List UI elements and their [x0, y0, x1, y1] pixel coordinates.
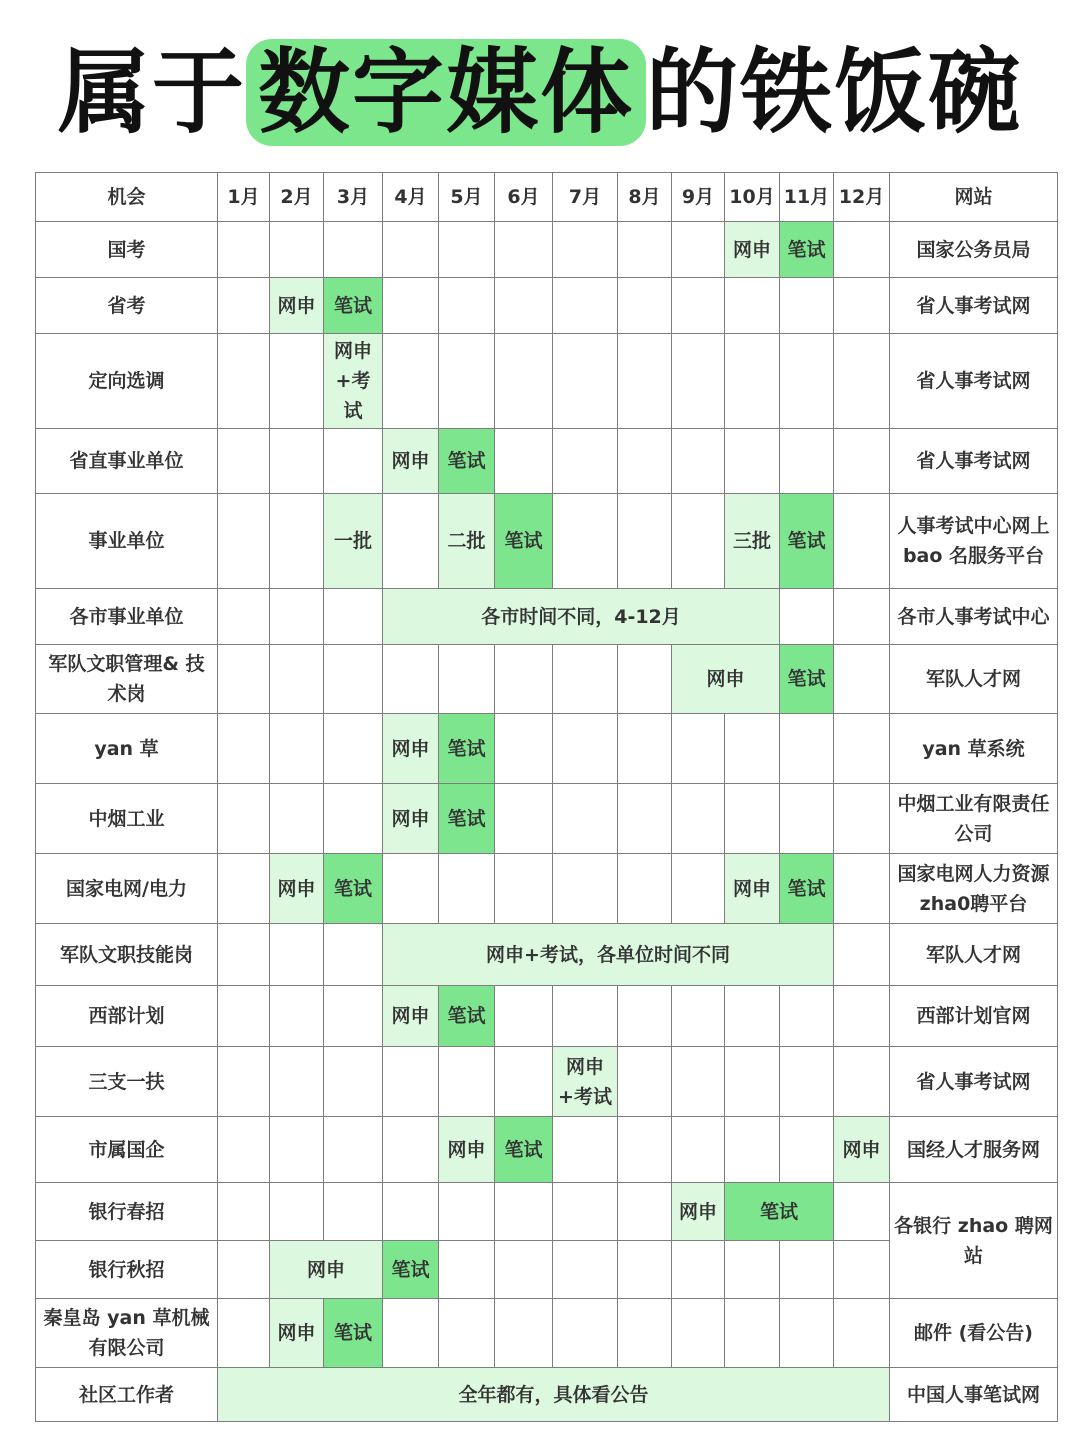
empty-cell	[780, 714, 834, 784]
empty-cell	[324, 429, 383, 494]
empty-cell	[383, 1047, 439, 1117]
application-cell: 网申	[725, 854, 780, 924]
empty-cell	[725, 334, 780, 429]
empty-cell	[218, 494, 270, 589]
month-header: 7月	[553, 173, 618, 222]
empty-cell	[834, 1183, 890, 1241]
row-site: yan 草系统	[890, 714, 1058, 784]
empty-cell	[834, 986, 890, 1047]
empty-cell	[495, 645, 553, 714]
table-row	[36, 589, 1058, 645]
month-header: 12月	[834, 173, 890, 222]
empty-cell	[618, 714, 672, 784]
exam-cell: 笔试	[780, 854, 834, 924]
exam-cell: 笔试	[439, 714, 495, 784]
empty-cell	[383, 494, 439, 589]
empty-cell	[618, 986, 672, 1047]
table-row	[36, 278, 1058, 334]
row-name: 军队文职技能岗	[36, 924, 218, 986]
month-header: 6月	[495, 173, 553, 222]
empty-cell	[618, 1299, 672, 1368]
empty-cell	[383, 1117, 439, 1183]
empty-cell	[218, 986, 270, 1047]
empty-cell	[834, 854, 890, 924]
empty-cell	[672, 714, 725, 784]
row-site: 人事考试中心网上bao 名服务平台	[890, 494, 1058, 589]
row-site: 邮件 (看公告)	[890, 1299, 1058, 1368]
empty-cell	[270, 429, 324, 494]
empty-cell	[218, 278, 270, 334]
empty-cell	[218, 714, 270, 784]
empty-cell	[553, 1241, 618, 1299]
empty-cell	[725, 784, 780, 854]
table-row	[36, 1047, 1058, 1117]
empty-cell	[218, 1183, 270, 1241]
empty-cell	[553, 429, 618, 494]
application-cell: 网申	[672, 1183, 725, 1241]
empty-cell	[725, 714, 780, 784]
exam-cell: 笔试	[439, 784, 495, 854]
row-site: 西部计划官网	[890, 986, 1058, 1047]
empty-cell	[672, 854, 725, 924]
table-row	[36, 1368, 1058, 1422]
empty-cell	[270, 645, 324, 714]
application-cell: 网申	[672, 645, 780, 714]
empty-cell	[834, 645, 890, 714]
table-row	[36, 784, 1058, 854]
empty-cell	[672, 222, 725, 278]
application-cell: 网申	[834, 1117, 890, 1183]
empty-cell	[834, 278, 890, 334]
empty-cell	[270, 986, 324, 1047]
empty-cell	[270, 1047, 324, 1117]
empty-cell	[618, 854, 672, 924]
empty-cell	[439, 1183, 495, 1241]
empty-cell	[553, 1183, 618, 1241]
title-suffix: 的铁饭碗	[646, 39, 1023, 146]
table-row	[36, 494, 1058, 589]
empty-cell	[780, 784, 834, 854]
empty-cell	[218, 429, 270, 494]
application-cell: 网申	[270, 278, 324, 334]
empty-cell	[553, 222, 618, 278]
empty-cell	[553, 645, 618, 714]
schedule-table	[35, 172, 1058, 1422]
empty-cell	[618, 1241, 672, 1299]
row-site: 各银行 zhao 聘网站	[890, 1183, 1058, 1299]
empty-cell	[834, 1047, 890, 1117]
application-cell: 网申	[383, 986, 439, 1047]
header-cell: 机会	[36, 173, 218, 222]
empty-cell	[218, 854, 270, 924]
period-span-cell: 网申+考试，各单位时间不同	[383, 924, 834, 986]
table-row	[36, 1299, 1058, 1368]
empty-cell	[725, 1047, 780, 1117]
empty-cell	[618, 1117, 672, 1183]
empty-cell	[672, 1299, 725, 1368]
empty-cell	[218, 1299, 270, 1368]
empty-cell	[553, 854, 618, 924]
row-site: 中烟工业有限责任公司	[890, 784, 1058, 854]
row-site: 省人事考试网	[890, 429, 1058, 494]
empty-cell	[324, 784, 383, 854]
month-header: 10月	[725, 173, 780, 222]
empty-cell	[834, 222, 890, 278]
empty-cell	[383, 645, 439, 714]
empty-cell	[618, 429, 672, 494]
empty-cell	[270, 494, 324, 589]
application-cell: 三批	[725, 494, 780, 589]
title-highlight: 数字媒体	[246, 39, 646, 146]
empty-cell	[218, 645, 270, 714]
empty-cell	[324, 589, 383, 645]
empty-cell	[618, 784, 672, 854]
application-cell: 网申	[383, 714, 439, 784]
empty-cell	[439, 645, 495, 714]
exam-cell: 笔试	[324, 278, 383, 334]
empty-cell	[495, 222, 553, 278]
empty-cell	[672, 278, 725, 334]
empty-cell	[553, 986, 618, 1047]
application-cell: 网申 +考试	[324, 334, 383, 429]
empty-cell	[553, 494, 618, 589]
row-site: 军队人才网	[890, 645, 1058, 714]
row-name: 中烟工业	[36, 784, 218, 854]
application-cell: 网申 +考试	[553, 1047, 618, 1117]
table-row	[36, 986, 1058, 1047]
row-site: 国家电网人力资源zha0聘平台	[890, 854, 1058, 924]
empty-cell	[218, 924, 270, 986]
empty-cell	[218, 1047, 270, 1117]
empty-cell	[324, 1117, 383, 1183]
empty-cell	[672, 494, 725, 589]
exam-cell: 笔试	[780, 645, 834, 714]
empty-cell	[495, 784, 553, 854]
empty-cell	[834, 714, 890, 784]
empty-cell	[618, 1183, 672, 1241]
application-cell: 网申	[270, 1241, 383, 1299]
empty-cell	[780, 1299, 834, 1368]
month-header: 2月	[270, 173, 324, 222]
empty-cell	[439, 1047, 495, 1117]
empty-cell	[834, 1299, 890, 1368]
row-name: 市属国企	[36, 1117, 218, 1183]
empty-cell	[439, 1241, 495, 1299]
empty-cell	[725, 1241, 780, 1299]
page-title	[0, 28, 1080, 158]
month-header: 4月	[383, 173, 439, 222]
empty-cell	[553, 714, 618, 784]
row-name: 银行秋招	[36, 1241, 218, 1299]
row-site: 军队人才网	[890, 924, 1058, 986]
row-name: 省考	[36, 278, 218, 334]
empty-cell	[270, 222, 324, 278]
empty-cell	[553, 1299, 618, 1368]
table-row	[36, 645, 1058, 714]
empty-cell	[780, 589, 834, 645]
empty-cell	[495, 1047, 553, 1117]
empty-cell	[383, 334, 439, 429]
exam-cell: 笔试	[780, 222, 834, 278]
empty-cell	[834, 1241, 890, 1299]
empty-cell	[780, 429, 834, 494]
empty-cell	[270, 1117, 324, 1183]
exam-cell: 笔试	[439, 429, 495, 494]
empty-cell	[725, 1117, 780, 1183]
row-name: 三支一扶	[36, 1047, 218, 1117]
month-header: 1月	[218, 173, 270, 222]
month-header: 3月	[324, 173, 383, 222]
exam-cell: 笔试	[383, 1241, 439, 1299]
empty-cell	[495, 986, 553, 1047]
empty-cell	[495, 334, 553, 429]
empty-cell	[324, 222, 383, 278]
table-row	[36, 854, 1058, 924]
empty-cell	[324, 714, 383, 784]
empty-cell	[725, 278, 780, 334]
empty-cell	[324, 1183, 383, 1241]
empty-cell	[834, 924, 890, 986]
month-header: 8月	[618, 173, 672, 222]
empty-cell	[383, 854, 439, 924]
empty-cell	[218, 334, 270, 429]
row-name: 各市事业单位	[36, 589, 218, 645]
empty-cell	[270, 334, 324, 429]
empty-cell	[324, 1047, 383, 1117]
application-cell: 网申	[383, 429, 439, 494]
empty-cell	[834, 494, 890, 589]
empty-cell	[780, 334, 834, 429]
empty-cell	[672, 429, 725, 494]
empty-cell	[672, 1047, 725, 1117]
month-header: 5月	[439, 173, 495, 222]
exam-cell: 笔试	[324, 854, 383, 924]
exam-cell: 笔试	[495, 494, 553, 589]
exam-cell: 笔试	[780, 494, 834, 589]
empty-cell	[553, 278, 618, 334]
empty-cell	[218, 784, 270, 854]
empty-cell	[270, 1183, 324, 1241]
empty-cell	[324, 645, 383, 714]
empty-cell	[324, 924, 383, 986]
empty-cell	[383, 1183, 439, 1241]
empty-cell	[780, 1117, 834, 1183]
application-cell: 二批	[439, 494, 495, 589]
empty-cell	[495, 1183, 553, 1241]
application-cell: 网申	[725, 222, 780, 278]
empty-cell	[780, 1047, 834, 1117]
empty-cell	[834, 784, 890, 854]
row-name: 国考	[36, 222, 218, 278]
row-name: yan 草	[36, 714, 218, 784]
empty-cell	[672, 986, 725, 1047]
empty-cell	[495, 854, 553, 924]
empty-cell	[672, 1241, 725, 1299]
empty-cell	[618, 334, 672, 429]
empty-cell	[383, 278, 439, 334]
row-name: 定向选调	[36, 334, 218, 429]
empty-cell	[672, 784, 725, 854]
empty-cell	[218, 589, 270, 645]
header-row	[36, 173, 1058, 222]
row-site: 国家公务员局	[890, 222, 1058, 278]
row-site: 省人事考试网	[890, 1047, 1058, 1117]
exam-cell: 笔试	[439, 986, 495, 1047]
row-site: 各市人事考试中心	[890, 589, 1058, 645]
table-row	[36, 222, 1058, 278]
table-row	[36, 1117, 1058, 1183]
exam-cell: 笔试	[324, 1299, 383, 1368]
row-name: 省直事业单位	[36, 429, 218, 494]
row-name: 西部计划	[36, 986, 218, 1047]
empty-cell	[780, 278, 834, 334]
table-row	[36, 334, 1058, 429]
empty-cell	[439, 854, 495, 924]
empty-cell	[725, 986, 780, 1047]
empty-cell	[324, 986, 383, 1047]
empty-cell	[780, 1241, 834, 1299]
exam-cell: 笔试	[495, 1117, 553, 1183]
table-row	[36, 924, 1058, 986]
empty-cell	[618, 222, 672, 278]
empty-cell	[618, 1047, 672, 1117]
empty-cell	[834, 334, 890, 429]
row-name: 军队文职管理& 技术岗	[36, 645, 218, 714]
empty-cell	[270, 589, 324, 645]
empty-cell	[439, 1299, 495, 1368]
empty-cell	[495, 429, 553, 494]
table-row	[36, 429, 1058, 494]
empty-cell	[618, 494, 672, 589]
application-cell: 网申	[270, 854, 324, 924]
month-header: 9月	[672, 173, 725, 222]
empty-cell	[439, 222, 495, 278]
row-site: 中国人事笔试网	[890, 1368, 1058, 1422]
header-cell: 网站	[890, 173, 1058, 222]
row-site: 国经人才服务网	[890, 1117, 1058, 1183]
empty-cell	[780, 986, 834, 1047]
table-row	[36, 1183, 1058, 1241]
empty-cell	[834, 429, 890, 494]
empty-cell	[439, 278, 495, 334]
empty-cell	[218, 222, 270, 278]
empty-cell	[553, 1117, 618, 1183]
empty-cell	[383, 222, 439, 278]
application-cell: 网申	[383, 784, 439, 854]
period-span-cell: 各市时间不同，4-12月	[383, 589, 780, 645]
empty-cell	[270, 784, 324, 854]
exam-cell: 笔试	[725, 1183, 834, 1241]
empty-cell	[495, 278, 553, 334]
empty-cell	[553, 334, 618, 429]
empty-cell	[495, 714, 553, 784]
empty-cell	[495, 1241, 553, 1299]
row-name: 银行春招	[36, 1183, 218, 1241]
application-cell: 网申	[270, 1299, 324, 1368]
row-name: 社区工作者	[36, 1368, 218, 1422]
application-cell: 网申	[439, 1117, 495, 1183]
row-name: 事业单位	[36, 494, 218, 589]
empty-cell	[834, 589, 890, 645]
empty-cell	[672, 334, 725, 429]
table-row	[36, 714, 1058, 784]
empty-cell	[439, 334, 495, 429]
empty-cell	[270, 924, 324, 986]
empty-cell	[618, 278, 672, 334]
empty-cell	[218, 1117, 270, 1183]
row-name: 国家电网/电力	[36, 854, 218, 924]
empty-cell	[725, 1299, 780, 1368]
row-site: 省人事考试网	[890, 334, 1058, 429]
empty-cell	[672, 1117, 725, 1183]
empty-cell	[218, 1241, 270, 1299]
empty-cell	[725, 429, 780, 494]
month-header: 11月	[780, 173, 834, 222]
period-span-cell: 全年都有，具体看公告	[218, 1368, 890, 1422]
empty-cell	[618, 645, 672, 714]
row-site: 省人事考试网	[890, 278, 1058, 334]
empty-cell	[495, 1299, 553, 1368]
empty-cell	[383, 1299, 439, 1368]
empty-cell	[553, 784, 618, 854]
empty-cell	[270, 714, 324, 784]
application-cell: 一批	[324, 494, 383, 589]
row-name: 秦皇岛 yan 草机械有限公司	[36, 1299, 218, 1368]
title-prefix: 属于	[57, 39, 246, 146]
